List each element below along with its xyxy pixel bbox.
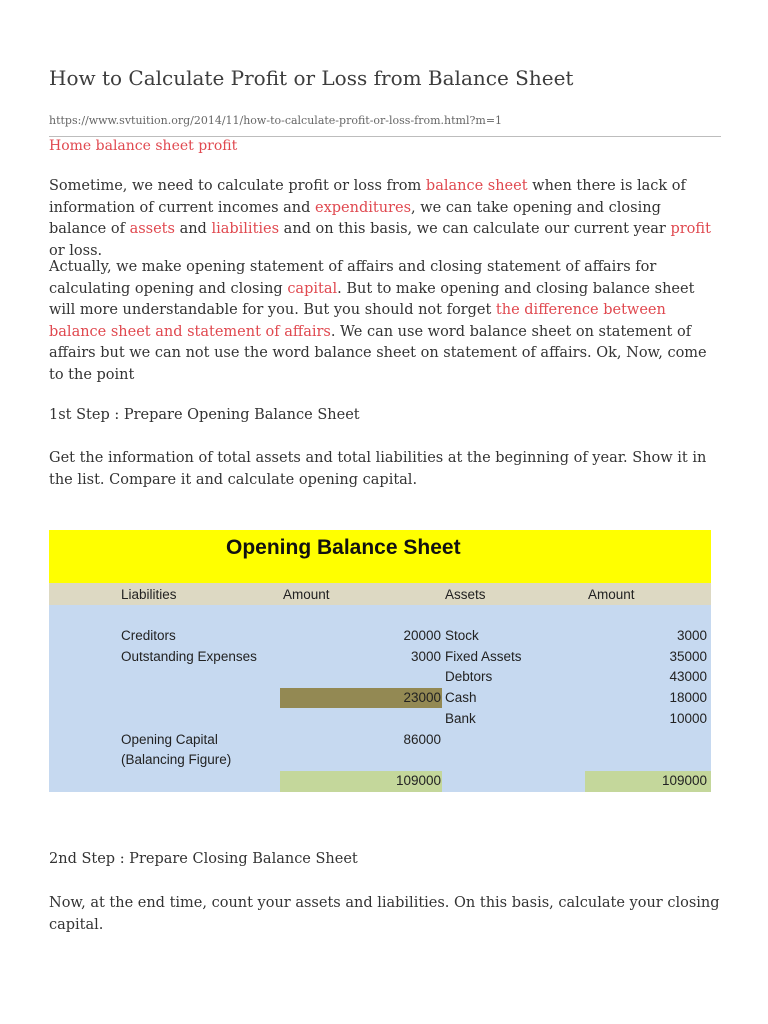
total-liabilities: 109000	[395, 773, 441, 788]
paragraph-closing: Now, at the end time, count your assets and liabilities. On this basis, calculate your closing capital.	[49, 895, 720, 933]
text: , we can take opening and closing balance of	[49, 199, 661, 237]
liability-amount: 3000	[410, 649, 441, 664]
liability-label: Outstanding Expenses	[121, 649, 257, 664]
header-amount-assets: Amount	[588, 587, 635, 602]
asset-amount: 35000	[669, 649, 707, 664]
text: when there is lack of information of current incomes and	[49, 178, 686, 216]
link-difference[interactable]: the difference between balance sheet and statement of affairs	[49, 302, 666, 340]
asset-amount: 18000	[669, 690, 707, 705]
link-profit[interactable]: profit	[670, 221, 711, 237]
text: . But to make opening and closing balance sheet will more understandable for you. But you should not forget	[49, 280, 695, 318]
page-title: How to Calculate Profit or Loss from Balance Sheet	[49, 66, 574, 90]
liability-amount: 86000	[403, 732, 441, 747]
asset-amount: 3000	[676, 628, 707, 643]
liability-subtotal: 23000	[403, 690, 441, 705]
asset-amount: 43000	[669, 669, 707, 684]
paragraph-statement	[49, 257, 721, 386]
liability-amount: 20000	[403, 628, 441, 643]
asset-label: Cash	[445, 690, 477, 705]
breadcrumb-link[interactable]: Home balance sheet profit	[49, 138, 238, 154]
asset-label: Fixed Assets	[445, 649, 522, 664]
divider	[49, 136, 721, 137]
text: and	[174, 221, 212, 237]
asset-label: Bank	[445, 711, 476, 726]
table-title: Opening Balance Sheet	[226, 536, 461, 559]
header-assets: Assets	[445, 587, 486, 602]
page-url[interactable]: https://www.svtuition.org/2014/11/how-to-calculate-profit-or-loss-from.html?m=1	[49, 114, 503, 127]
liability-label: Opening Capital	[121, 732, 218, 747]
paragraph-opening: Get the information of total assets and total liabilities at the beginning of year. Show it in the list. Compare it and calculate opening capital.	[49, 450, 707, 488]
text: or loss.	[49, 242, 103, 259]
header-liabilities: Liabilities	[121, 587, 177, 602]
asset-label: Stock	[445, 628, 479, 643]
header-amount-liabilities: Amount	[283, 587, 330, 602]
link-liabilities[interactable]: liabilities	[211, 221, 280, 237]
asset-amount: 10000	[669, 711, 707, 726]
link-assets[interactable]: assets	[129, 221, 175, 237]
step-1-heading: 1st Step : Prepare Opening Balance Sheet	[49, 407, 360, 423]
asset-label: Debtors	[445, 669, 493, 684]
total-assets: 109000	[661, 773, 707, 788]
liability-label: Creditors	[121, 628, 176, 643]
paragraph-intro	[49, 176, 721, 262]
text: and on this basis, we can calculate our current year	[279, 221, 671, 237]
liability-label: (Balancing Figure)	[121, 752, 232, 767]
opening-balance-sheet-table	[49, 530, 711, 792]
link-expenditures[interactable]: expenditures	[315, 199, 412, 216]
text: Actually, we make opening statement of affairs and closing statement of affairs for calculating opening and closing	[49, 259, 657, 297]
breadcrumb[interactable]	[49, 138, 237, 154]
step-2-heading: 2nd Step : Prepare Closing Balance Sheet	[49, 851, 358, 867]
link-capital[interactable]: capital	[287, 280, 338, 297]
link-balance-sheet[interactable]: balance sheet	[425, 178, 528, 194]
text: . We can use word balance sheet on statement of affairs but we can not use the word balance sheet on statement of affairs. Ok, Now, come to the point	[49, 323, 707, 383]
text: Sometime, we need to calculate profit or loss from	[49, 178, 426, 194]
